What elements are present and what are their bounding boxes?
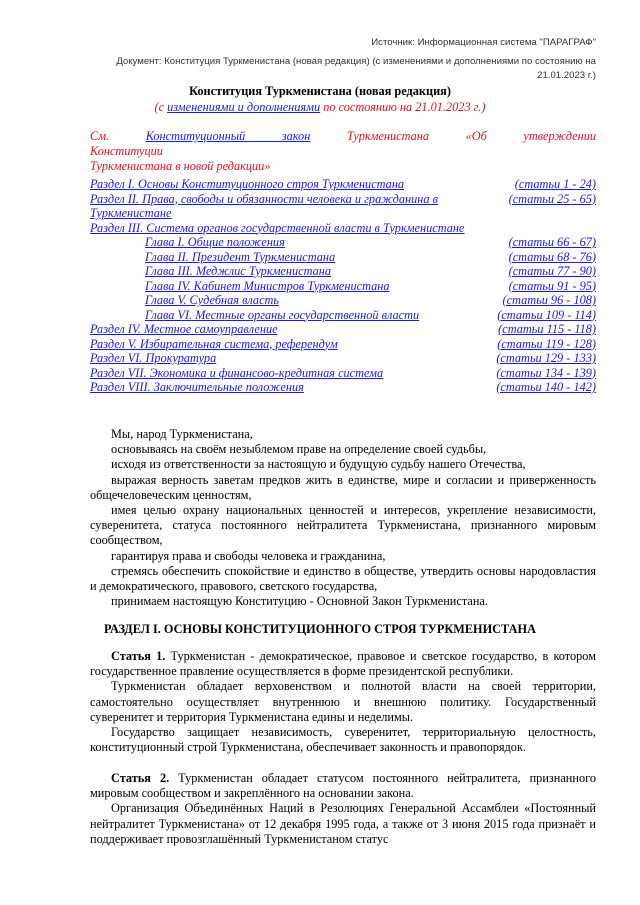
toc-link[interactable]: Раздел VI. Прокуратура (90, 351, 217, 365)
preamble (90, 427, 596, 609)
article-paragraph: Организация Объединённых Наций в Резолюциях Генеральной Ассамблеи «Постоянный нейтралитет Туркменистана» от 12 декабря 1995 года, а также от 3 июня 2015 года признаёт и поддерживает провозглашённый Туркменистаном статус (90, 801, 596, 846)
document-line: Документ: Конституция Туркменистана (новая редакция) (с изменениями и дополнениями по состоянию на 21.01.2023 г.) (116, 56, 596, 81)
see-also-note (90, 129, 596, 174)
toc-range-link[interactable]: (статьи 77 - 90) (508, 264, 596, 278)
toc-link[interactable]: Глава VI. Местные органы государственной власти (145, 307, 420, 322)
toc-row (90, 380, 596, 395)
toc-link[interactable]: Глава III. Меджлис Туркменистана (145, 264, 332, 278)
toc-link[interactable]: Раздел VIII. Заключительные положения (90, 380, 304, 394)
section-heading: РАЗДЕЛ I. ОСНОВЫ КОНСТИТУЦИОННОГО СТРОЯ ТУРКМЕНИСТАНА (104, 622, 536, 636)
amendments-link[interactable]: изменениями и дополнениями (167, 100, 321, 114)
see-prefix: См. (90, 129, 110, 143)
toc-range-link[interactable]: (статьи 25 - 65) (508, 191, 596, 206)
toc-link[interactable]: Глава II. Президент Туркменистана (145, 249, 336, 264)
toc-row (90, 221, 596, 236)
toc-row (90, 177, 596, 192)
document-title: Конституция Туркменистана (новая редакция) (189, 84, 451, 98)
toc-link[interactable]: Раздел I. Основы Конституционного строя Туркменистана (90, 177, 405, 191)
source-line: Источник: Информационная система "ПАРАГРАФ" (371, 37, 596, 48)
preamble-paragraph: гарантируя права и свободы человека и гражданина, (111, 548, 386, 563)
article-paragraph: Туркменистан обладает верховенством и полнотой власти на своей территории, самостоятельно осуществляет внутреннюю и внешнюю политику. Государственный суверенитет и территория Туркменистана едины и неделимы. (90, 679, 596, 724)
toc-link[interactable]: Раздел III. Система органов государственной власти в Туркменистане (90, 220, 465, 235)
toc-range-link[interactable]: (статьи 91 - 95) (508, 278, 596, 293)
preamble-paragraph: Мы, народ Туркменистана, (111, 427, 253, 441)
article-text: Туркменистан обладает статусом постоянного нейтралитета, признанного мировым сообществом и закреплённого на основании закона. (90, 771, 597, 801)
toc-row (90, 279, 596, 294)
article-label: Статья 2. (111, 771, 170, 785)
toc-row (90, 235, 596, 250)
toc-link[interactable]: Раздел V. Избирательная система, референдум (90, 336, 338, 351)
table-of-contents (90, 177, 596, 395)
toc-link[interactable]: Глава IV. Кабинет Министров Туркменистана (145, 278, 390, 293)
toc-row (90, 322, 596, 337)
article-label: Статья 1. (111, 649, 166, 663)
preamble-paragraph: основываясь на своём незыблемом праве на определение своей судьбы, (111, 442, 487, 457)
toc-link[interactable]: Глава V. Судебная власть (145, 293, 279, 307)
toc-range-link[interactable]: (статьи 129 - 133) (496, 351, 596, 365)
toc-row (90, 308, 596, 323)
toc-range-link[interactable]: (статьи 96 - 108) (502, 293, 596, 307)
article-text: Туркменистан - демократическое, правовое и светское государство, в котором государственное правление осуществляется в форме президентской республики. (90, 649, 596, 679)
toc-range-link[interactable]: (статьи 134 - 139) (496, 365, 596, 380)
toc-row (90, 337, 596, 352)
subtitle-suffix: по состоянию на 21.01.2023 г.) (320, 100, 486, 114)
see-text-2: Туркменистана в новой редакции» (90, 159, 271, 173)
toc-range-link[interactable]: (статьи 66 - 67) (508, 235, 596, 249)
article-1 (90, 649, 596, 755)
preamble-paragraph: стремясь обеспечить спокойствие и единство в обществе, утвердить основы народовластия и демократического, правового, светского государства, (90, 563, 596, 594)
preamble-paragraph: выражая верность заветам предков жить в единстве, мире и согласии и приверженность общечеловеческим ценностям, (90, 472, 596, 502)
toc-row (90, 264, 596, 279)
article-paragraph (90, 649, 596, 679)
toc-range-link[interactable]: (статьи 140 - 142) (496, 380, 596, 394)
toc-row (90, 250, 596, 265)
toc-range-link[interactable]: (статьи 119 - 128) (497, 336, 596, 351)
article-paragraph: Государство защищает независимость, суверенитет, территориальную целостность, конституционный строй Туркменистана, обеспечивает законность и правопорядок. (90, 725, 596, 755)
article-paragraph (90, 771, 596, 801)
toc-range-link[interactable]: (статьи 109 - 114) (497, 307, 596, 322)
toc-link[interactable]: Раздел VII. Экономика и финансово-кредитная система (90, 365, 384, 380)
preamble-paragraph: исходя из ответственности за настоящую и будущую судьбу нашего Отечества, (111, 457, 526, 472)
toc-row (90, 293, 596, 308)
toc-row (90, 192, 596, 221)
toc-link[interactable]: Раздел II. Права, свободы и обязанности человека и гражданина в Туркменистане (90, 191, 438, 220)
preamble-paragraph: принимаем настоящую Конституцию - Основной Закон Туркменистана. (111, 594, 488, 609)
toc-row (90, 351, 596, 366)
article-2 (90, 771, 596, 847)
toc-link[interactable]: Глава I. Общие положения (145, 235, 285, 249)
toc-range-link[interactable]: (статьи 115 - 118) (498, 322, 596, 336)
constitutional-law-link[interactable]: Конституционный закон (145, 129, 311, 143)
toc-row (90, 366, 596, 381)
toc-range-link[interactable]: (статьи 68 - 76) (508, 249, 596, 264)
see-text-1: Туркменистана «Об утверждении Конституции (90, 129, 597, 158)
preamble-paragraph: имея целью охрану национальных ценностей и интересов, укрепление независимости, суверенитета, статуса постоянного нейтралитета Туркменистана, признанного мировым сообществом, (90, 503, 596, 548)
document-subtitle (0, 100, 640, 115)
subtitle-prefix: (с (154, 100, 168, 114)
toc-link[interactable]: Раздел IV. Местное самоуправление (90, 322, 278, 336)
toc-range-link[interactable]: (статьи 1 - 24) (514, 177, 596, 191)
